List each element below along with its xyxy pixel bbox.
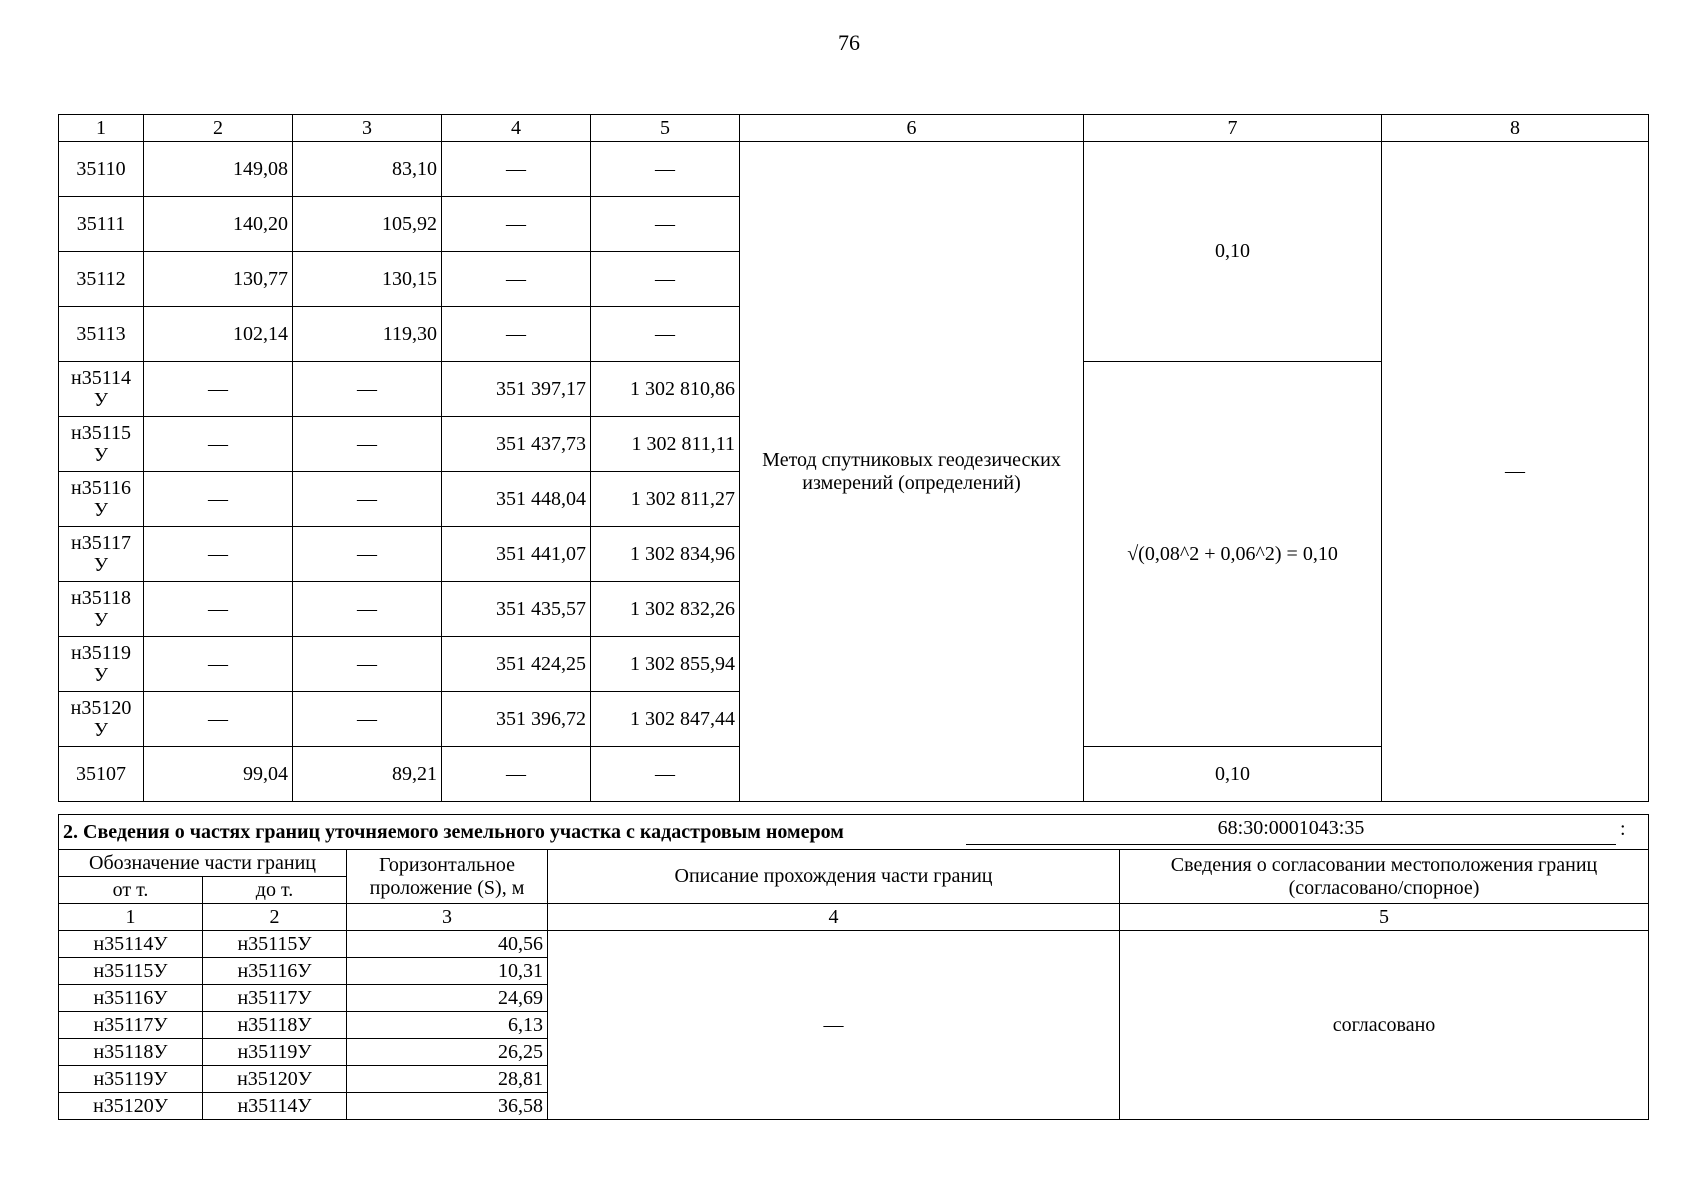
col-header: 4 — [442, 115, 591, 142]
from-point: н35119У — [59, 1066, 203, 1093]
to-point: н35118У — [203, 1012, 347, 1039]
from-point: н35118У — [59, 1039, 203, 1066]
cell-value: 130,15 — [293, 252, 442, 307]
accuracy-cell: 0,10 — [1084, 142, 1382, 362]
from-point: н35115У — [59, 958, 203, 985]
distance: 40,56 — [347, 931, 548, 958]
col-header: 5 — [591, 115, 740, 142]
to-point: н35115У — [203, 931, 347, 958]
col-number: 3 — [347, 904, 548, 931]
parts-col-numbers-row — [59, 904, 1649, 931]
section-title: 2. Сведения о частях границ уточняемого земельного участка с кадастровым номером — [59, 815, 1649, 850]
accuracy-cell: 0,10 — [1084, 747, 1382, 802]
distance: 6,13 — [347, 1012, 548, 1039]
cell-value: 351 437,73 — [442, 417, 591, 472]
cell-value: — — [293, 472, 442, 527]
distance: 26,25 — [347, 1039, 548, 1066]
cell-value: 119,30 — [293, 307, 442, 362]
cell-value: — — [293, 362, 442, 417]
cell-value: — — [293, 582, 442, 637]
distance: 24,69 — [347, 985, 548, 1012]
col-number: 4 — [548, 904, 1120, 931]
cell-value: — — [293, 692, 442, 747]
page-number: 76 — [838, 30, 860, 55]
accuracy-cell: √(0,08^2 + 0,06^2) = 0,10 — [1084, 362, 1382, 747]
cell-value: 1 302 810,86 — [591, 362, 740, 417]
distance: 36,58 — [347, 1093, 548, 1120]
table-row — [59, 142, 1649, 197]
to-point: н35117У — [203, 985, 347, 1012]
col-header: 6 — [740, 115, 1084, 142]
point-id: 35110 — [59, 142, 144, 197]
from-point: н35120У — [59, 1093, 203, 1120]
description-cell: — — [548, 931, 1120, 1120]
point-id: 35107 — [59, 747, 144, 802]
col-header: 7 — [1084, 115, 1382, 142]
to-header: до т. — [203, 877, 347, 904]
col-header: 8 — [1382, 115, 1649, 142]
cell-value: 351 435,57 — [442, 582, 591, 637]
col-number: 5 — [1120, 904, 1649, 931]
to-point: н35116У — [203, 958, 347, 985]
point-id: н35115 У — [59, 417, 144, 472]
col-header: 1 — [59, 115, 144, 142]
point-id: н35116 У — [59, 472, 144, 527]
from-point: н35114У — [59, 931, 203, 958]
parts-header-row — [59, 850, 1649, 877]
point-id: 35112 — [59, 252, 144, 307]
part-designation-header: Обозначение части границ — [59, 850, 347, 877]
cell-value: — — [144, 527, 293, 582]
distance: 10,31 — [347, 958, 548, 985]
cell-value: 99,04 — [144, 747, 293, 802]
cell-value: 351 397,17 — [442, 362, 591, 417]
cell-value: — — [591, 747, 740, 802]
table-row — [59, 931, 1649, 958]
cell-value: — — [144, 637, 293, 692]
cell-value: 89,21 — [293, 747, 442, 802]
cell-value: — — [442, 197, 591, 252]
col-header: 3 — [293, 115, 442, 142]
cell-value: 130,77 — [144, 252, 293, 307]
point-id: н35118 У — [59, 582, 144, 637]
cell-value: — — [144, 417, 293, 472]
coordinates-header-row — [59, 115, 1649, 142]
point-id: н35119 У — [59, 637, 144, 692]
cell-value: — — [591, 197, 740, 252]
cell-value: 149,08 — [144, 142, 293, 197]
col-number: 2 — [203, 904, 347, 931]
point-id: н35114 У — [59, 362, 144, 417]
cell-value: 1 302 834,96 — [591, 527, 740, 582]
cell-value: — — [144, 472, 293, 527]
agreement-header: Сведения о согласовании местоположения границ (согласовано/спорное) — [1120, 850, 1649, 904]
cell-value: — — [293, 637, 442, 692]
cell-value: 102,14 — [144, 307, 293, 362]
coordinates-table — [58, 114, 1649, 802]
cell-value: 1 302 847,44 — [591, 692, 740, 747]
cell-value: 351 396,72 — [442, 692, 591, 747]
cell-value: 140,20 — [144, 197, 293, 252]
cell-value: — — [442, 307, 591, 362]
from-header: от т. — [59, 877, 203, 904]
cell-value: — — [591, 307, 740, 362]
boundary-parts-table — [58, 814, 1649, 1120]
cell-value: 1 302 832,26 — [591, 582, 740, 637]
cell-value: — — [144, 582, 293, 637]
cell-value: 83,10 — [293, 142, 442, 197]
description-header: Описание прохождения части границ — [548, 850, 1120, 904]
cell-value: 351 448,04 — [442, 472, 591, 527]
cell-value: — — [442, 747, 591, 802]
cell-value: — — [591, 142, 740, 197]
point-id: 35113 — [59, 307, 144, 362]
col-header: 2 — [144, 115, 293, 142]
cell-value: 351 424,25 — [442, 637, 591, 692]
from-point: н35117У — [59, 1012, 203, 1039]
title-colon: : — [1620, 818, 1626, 840]
col8-cell: — — [1382, 142, 1649, 802]
agreement-cell: согласовано — [1120, 931, 1649, 1120]
to-point: н35120У — [203, 1066, 347, 1093]
col-number: 1 — [59, 904, 203, 931]
cell-value: — — [591, 252, 740, 307]
to-point: н35119У — [203, 1039, 347, 1066]
horizontal-header: Горизонтальное проложение (S), м — [347, 850, 548, 904]
cell-value: — — [293, 417, 442, 472]
cell-value: 1 302 811,27 — [591, 472, 740, 527]
to-point: н35114У — [203, 1093, 347, 1120]
point-id: н35120 У — [59, 692, 144, 747]
point-id: 35111 — [59, 197, 144, 252]
cell-value: — — [144, 692, 293, 747]
method-cell: Метод спутниковых геодезических измерений (определений) — [740, 142, 1084, 802]
cell-value: — — [442, 142, 591, 197]
distance: 28,81 — [347, 1066, 548, 1093]
cell-value: 105,92 — [293, 197, 442, 252]
from-point: н35116У — [59, 985, 203, 1012]
cadastral-number: 68:30:0001043:35 — [966, 814, 1616, 845]
cell-value: 1 302 855,94 — [591, 637, 740, 692]
cell-value: 351 441,07 — [442, 527, 591, 582]
point-id: н35117 У — [59, 527, 144, 582]
cell-value: — — [442, 252, 591, 307]
cell-value: — — [293, 527, 442, 582]
cell-value: 1 302 811,11 — [591, 417, 740, 472]
cell-value: — — [144, 362, 293, 417]
